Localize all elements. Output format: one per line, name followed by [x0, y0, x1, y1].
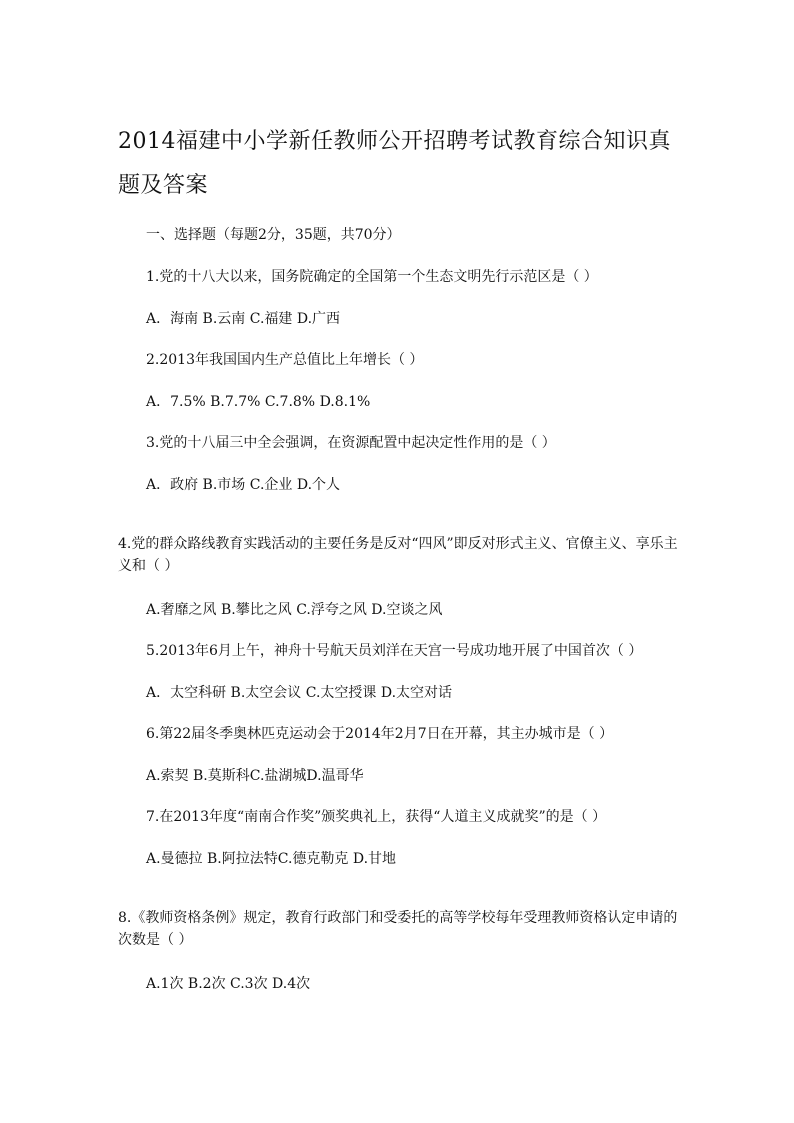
options-4: A.奢靡之风 B.攀比之风 C.浮夸之风 D.空谈之风 [146, 602, 443, 618]
options-3: A．政府 B.市场 C.企业 D.个人 [146, 477, 341, 493]
question-8: 8.《教师资格条例》规定，教育行政部门和受委托的高等学校每年受理教师资格认定申请的次数是（ ） [118, 910, 678, 948]
question-6: 6.第22届冬季奥林匹克运动会于2014年2月7日在开幕，其主办城市是（ ） [146, 726, 614, 742]
section-heading: 一、选择题（每题2分，35题，共70分） [146, 227, 401, 243]
question-3: 3.党的十八届三中全会强调，在资源配置中起决定性作用的是（ ） [146, 435, 556, 451]
question-5: 5.2013年6月上午，神舟十号航天员刘洋在天宫一号成功地开展了中国首次（ ） [146, 643, 643, 659]
question-1: 1.党的十八大以来，国务院确定的全国第一个生态文明先行示范区是（ ） [146, 269, 598, 285]
options-1: A．海南 B.云南 C.福建 D.广西 [146, 311, 341, 327]
question-7: 7.在2013年度“南南合作奖”颁奖典礼上，获得“人道主义成就奖”的是（ ） [146, 809, 607, 825]
options-7: A.曼德拉 B.阿拉法特C.德克勒克 D.甘地 [146, 851, 397, 867]
options-8: A.1次 B.2次 C.3次 D.4次 [146, 976, 311, 992]
options-5: A．太空科研 B.太空会议 C.太空授课 D.太空对话 [146, 685, 453, 701]
options-2: A．7.5% B.7.7% C.7.8% D.8.1% [146, 394, 371, 410]
question-4: 4.党的群众路线教育实践活动的主要任务是反对“四风”即反对形式主义、官僚主义、享乐主义和（ ） [118, 536, 678, 574]
options-6: A.索契 B.莫斯科C.盐湖城D.温哥华 [146, 768, 364, 784]
question-2: 2.2013年我国国内生产总值比上年增长（ ） [146, 352, 424, 368]
document-title: 2014福建中小学新任教师公开招聘考试教育综合知识真题及答案 [118, 129, 671, 198]
